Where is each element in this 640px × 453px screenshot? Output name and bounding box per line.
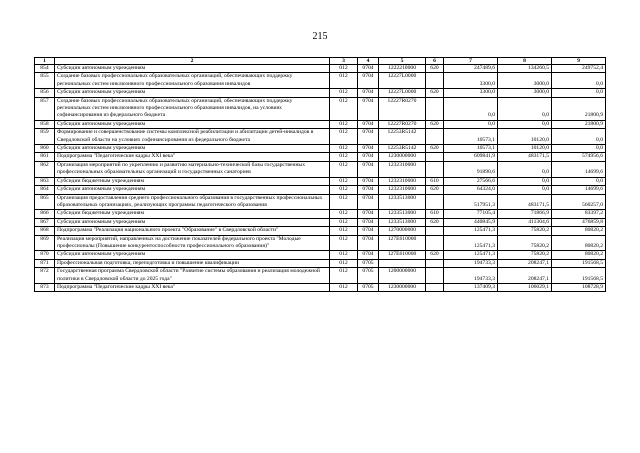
amount-year3-cell: 191568,5 xyxy=(552,268,606,284)
amount-year3-cell: 476859,8 xyxy=(552,218,606,226)
amount-year1-cell: 64324,0 xyxy=(444,186,498,194)
ministry-code-cell: 012 xyxy=(330,259,358,267)
item-name-cell: Субсидии автономным учреждениям xyxy=(55,145,330,153)
table-row xyxy=(35,153,606,161)
ministry-code-cell: 012 xyxy=(330,210,358,218)
table-row xyxy=(35,73,606,89)
amount-year3-cell: 0,0 xyxy=(552,145,606,153)
table-header-row xyxy=(35,58,606,65)
amount-year1-cell: 0,0 xyxy=(444,120,498,128)
row-number-cell: 862 xyxy=(35,161,55,177)
ministry-code-cell: 012 xyxy=(330,177,358,185)
row-number-cell: 865 xyxy=(35,194,55,210)
item-name-cell: Субсидии автономным учреждениям xyxy=(55,89,330,97)
ministry-code-cell: 012 xyxy=(330,194,358,210)
amount-year1-cell: 125471,3 xyxy=(444,251,498,259)
amount-year1-cell: 27566,6 xyxy=(444,177,498,185)
expense-type-cell: 620 xyxy=(426,251,444,259)
amount-year2-cell: 3000,0 xyxy=(498,89,552,97)
amount-year1-cell: 609841,9 xyxy=(444,153,498,161)
target-code-cell: 1222210000 xyxy=(379,65,426,73)
expense-type-cell: 610 xyxy=(426,177,444,185)
item-name-cell: Субсидии автономным учреждениям xyxy=(55,120,330,128)
column-header: 9 xyxy=(552,58,606,65)
item-name-cell: Субсидии бюджетным учреждениям xyxy=(55,210,330,218)
amount-year3-cell: 0,0 xyxy=(552,89,606,97)
section-code-cell: 0704 xyxy=(358,89,379,97)
expense-type-cell xyxy=(426,259,444,267)
amount-year2-cell: 0,0 xyxy=(498,177,552,185)
amount-year1-cell: 194733,3 xyxy=(444,268,498,284)
ministry-code-cell: 012 xyxy=(330,218,358,226)
amount-year1-cell: 91890,6 xyxy=(444,161,498,177)
item-name-cell: Организация мероприятий по укреплению и развитию материально-технической базы государственных профессиональных образовательных организаций и государственных санаториев xyxy=(55,161,330,177)
target-code-cell: 12227R0270 xyxy=(379,97,426,120)
row-number-cell: 873 xyxy=(35,283,55,291)
expense-type-cell: 620 xyxy=(426,186,444,194)
section-code-cell: 0704 xyxy=(358,251,379,259)
amount-year1-cell: 3300,0 xyxy=(444,73,498,89)
amount-year1-cell: 125471,3 xyxy=(444,235,498,251)
item-name-cell: Подпрограмма "Педагогические кадры XXI века" xyxy=(55,283,330,291)
amount-year2-cell: 0,0 xyxy=(498,120,552,128)
target-code-cell xyxy=(379,259,426,267)
row-number-cell: 869 xyxy=(35,235,55,251)
column-header: 7 xyxy=(444,58,498,65)
amount-year2-cell: 483171,5 xyxy=(498,194,552,210)
section-code-cell: 0704 xyxy=(358,65,379,73)
amount-year1-cell: 125471,3 xyxy=(444,227,498,235)
target-code-cell: 1232310000 xyxy=(379,161,426,177)
amount-year1-cell: 440845,9 xyxy=(444,218,498,226)
ministry-code-cell: 012 xyxy=(330,65,358,73)
item-name-cell: Субсидии автономным учреждениям xyxy=(55,186,330,194)
item-name-cell: Профессиональная подготовка, переподготовка и повышение квалификации xyxy=(55,259,330,267)
expense-type-cell: 620 xyxy=(426,145,444,153)
row-number-cell: 866 xyxy=(35,210,55,218)
amount-year3-cell: 560257,0 xyxy=(552,194,606,210)
amount-year1-cell: 247489,6 xyxy=(444,65,498,73)
column-header: 5 xyxy=(379,58,426,65)
table-row xyxy=(35,251,606,259)
item-name-cell: Субсидии автономным учреждениям xyxy=(55,251,330,259)
target-code-cell: 1233513000 xyxy=(379,194,426,210)
section-code-cell: 0704 xyxy=(358,210,379,218)
ministry-code-cell: 012 xyxy=(330,89,358,97)
amount-year2-cell: 208247,1 xyxy=(498,259,552,267)
amount-year1-cell: 3300,0 xyxy=(444,89,498,97)
table-row xyxy=(35,218,606,226)
row-number-cell: 855 xyxy=(35,73,55,89)
row-number-cell: 856 xyxy=(35,89,55,97)
expense-type-cell xyxy=(426,268,444,284)
table-row xyxy=(35,97,606,120)
section-code-cell: 0704 xyxy=(358,218,379,226)
item-name-cell: Создание базовых профессиональных образовательных организаций, обеспечивающих поддержку региональных систем инклюзивного профессионального образования инвалидов xyxy=(55,73,330,89)
item-name-cell: Субсидии бюджетным учреждениям xyxy=(55,177,330,185)
expense-type-cell xyxy=(426,283,444,291)
table-row xyxy=(35,161,606,177)
expense-type-cell xyxy=(426,129,444,145)
amount-year3-cell: 80820,2 xyxy=(552,227,606,235)
ministry-code-cell: 012 xyxy=(330,283,358,291)
column-header: 2 xyxy=(55,58,330,65)
section-code-cell: 0704 xyxy=(358,73,379,89)
item-name-cell: Подпрограмма "Реализация национального проекта "Образование" в Свердловской области" xyxy=(55,227,330,235)
table-row xyxy=(35,259,606,267)
amount-year2-cell: 483171,5 xyxy=(498,153,552,161)
section-code-cell: 0704 xyxy=(358,120,379,128)
table-row xyxy=(35,65,606,73)
target-code-cell: 1230000000 xyxy=(379,283,426,291)
amount-year3-cell: 0,0 xyxy=(552,177,606,185)
amount-year1-cell: 10573,1 xyxy=(444,145,498,153)
item-name-cell: Субсидии автономным учреждениям xyxy=(55,218,330,226)
ministry-code-cell: 012 xyxy=(330,145,358,153)
amount-year1-cell: 0,0 xyxy=(444,97,498,120)
amount-year2-cell: 3000,0 xyxy=(498,73,552,89)
ministry-code-cell: 012 xyxy=(330,227,358,235)
amount-year2-cell: 0,0 xyxy=(498,186,552,194)
amount-year2-cell: 75820,2 xyxy=(498,251,552,259)
row-number-cell: 861 xyxy=(35,153,55,161)
expense-type-cell: 620 xyxy=(426,65,444,73)
target-code-cell: 12253R5142 xyxy=(379,129,426,145)
target-code-cell: 1233513000 xyxy=(379,218,426,226)
amount-year3-cell: 14699,6 xyxy=(552,161,606,177)
amount-year3-cell: 191568,5 xyxy=(552,259,606,267)
row-number-cell: 858 xyxy=(35,120,55,128)
amount-year2-cell: 75820,2 xyxy=(498,235,552,251)
section-code-cell: 0704 xyxy=(358,186,379,194)
ministry-code-cell: 012 xyxy=(330,97,358,120)
row-number-cell: 863 xyxy=(35,177,55,185)
amount-year3-cell: 574956,6 xyxy=(552,153,606,161)
amount-year3-cell: 80820,2 xyxy=(552,235,606,251)
amount-year3-cell: 21800,9 xyxy=(552,120,606,128)
section-code-cell: 0705 xyxy=(358,268,379,284)
table-row xyxy=(35,227,606,235)
table-row xyxy=(35,186,606,194)
row-number-cell: 854 xyxy=(35,65,55,73)
table-row xyxy=(35,177,606,185)
item-name-cell: Государственная программа Свердловской области "Развитие системы образования и реализация молодежной политики в Свердловской области до 2025 года" xyxy=(55,268,330,284)
table-row xyxy=(35,235,606,251)
expense-type-cell: 620 xyxy=(426,89,444,97)
row-number-cell: 867 xyxy=(35,218,55,226)
expense-type-cell xyxy=(426,194,444,210)
table-row xyxy=(35,268,606,284)
amount-year1-cell: 10573,1 xyxy=(444,129,498,145)
ministry-code-cell: 012 xyxy=(330,153,358,161)
expense-type-cell xyxy=(426,97,444,120)
section-code-cell: 0705 xyxy=(358,259,379,267)
amount-year3-cell: 83397,2 xyxy=(552,210,606,218)
column-header: 4 xyxy=(358,58,379,65)
amount-year2-cell: 75820,2 xyxy=(498,227,552,235)
amount-year1-cell: 137409,3 xyxy=(444,283,498,291)
row-number-cell: 859 xyxy=(35,129,55,145)
ministry-code-cell: 012 xyxy=(330,129,358,145)
section-code-cell: 0704 xyxy=(358,194,379,210)
table-row xyxy=(35,120,606,128)
item-name-cell: Реализация мероприятий, направленных на достижение показателей федерального проекта "Молодые профессионалы (Повышение конкурентоспособности профессионального образования)" xyxy=(55,235,330,251)
row-number-cell: 868 xyxy=(35,227,55,235)
column-header: 6 xyxy=(426,58,444,65)
amount-year3-cell: 21800,9 xyxy=(552,97,606,120)
section-code-cell: 0704 xyxy=(358,235,379,251)
target-code-cell: 12253R5142 xyxy=(379,145,426,153)
row-number-cell: 864 xyxy=(35,186,55,194)
budget-table xyxy=(34,57,606,292)
target-code-cell: 127E610000 xyxy=(379,235,426,251)
amount-year3-cell: 0,0 xyxy=(552,129,606,145)
expense-type-cell: 620 xyxy=(426,218,444,226)
section-code-cell: 0704 xyxy=(358,97,379,120)
ministry-code-cell: 012 xyxy=(330,186,358,194)
target-code-cell: 12227L0000 xyxy=(379,89,426,97)
expense-type-cell xyxy=(426,235,444,251)
target-code-cell: 1270000000 xyxy=(379,227,426,235)
ministry-code-cell: 012 xyxy=(330,268,358,284)
amount-year1-cell: 77105,4 xyxy=(444,210,498,218)
amount-year3-cell: 249752,4 xyxy=(552,65,606,73)
amount-year2-cell: 10120,0 xyxy=(498,145,552,153)
target-code-cell: 1232310000 xyxy=(379,177,426,185)
ministry-code-cell: 012 xyxy=(330,120,358,128)
row-number-cell: 872 xyxy=(35,268,55,284)
table-row xyxy=(35,210,606,218)
target-code-cell: 1233513000 xyxy=(379,210,426,218)
table-row xyxy=(35,89,606,97)
column-header: 1 xyxy=(35,58,55,65)
expense-type-cell: 610 xyxy=(426,210,444,218)
expense-type-cell: 620 xyxy=(426,120,444,128)
section-code-cell: 0705 xyxy=(358,283,379,291)
target-code-cell: 127E610000 xyxy=(379,251,426,259)
target-code-cell: 1230000000 xyxy=(379,153,426,161)
expense-type-cell xyxy=(426,161,444,177)
amount-year3-cell: 80820,2 xyxy=(552,251,606,259)
column-header: 8 xyxy=(498,58,552,65)
target-code-cell: 12227R0270 xyxy=(379,120,426,128)
item-name-cell: Создание базовых профессиональных образовательных организаций, обеспечивающих поддержку региональных систем инклюзивного профессионального образования инвалидов, на условиях софинансирования из федерального бюджета xyxy=(55,97,330,120)
amount-year2-cell: 10120,0 xyxy=(498,129,552,145)
page-number: 215 xyxy=(312,31,328,42)
section-code-cell: 0704 xyxy=(358,129,379,145)
amount-year2-cell: 411304,6 xyxy=(498,218,552,226)
amount-year2-cell: 208247,1 xyxy=(498,268,552,284)
amount-year3-cell: 108728,9 xyxy=(552,283,606,291)
row-number-cell: 857 xyxy=(35,97,55,120)
column-header: 3 xyxy=(330,58,358,65)
section-code-cell: 0704 xyxy=(358,161,379,177)
amount-year2-cell: 71866,9 xyxy=(498,210,552,218)
section-code-cell: 0704 xyxy=(358,177,379,185)
ministry-code-cell: 012 xyxy=(330,251,358,259)
amount-year3-cell: 0,0 xyxy=(552,73,606,89)
section-code-cell: 0704 xyxy=(358,153,379,161)
item-name-cell: Субсидии автономным учреждениям xyxy=(55,65,330,73)
amount-year2-cell: 0,0 xyxy=(498,97,552,120)
target-code-cell: 12227L0000 xyxy=(379,73,426,89)
item-name-cell: Подпрограмма "Педагогические кадры XXI века" xyxy=(55,153,330,161)
table-row xyxy=(35,194,606,210)
section-code-cell: 0704 xyxy=(358,145,379,153)
item-name-cell: Организация предоставления среднего профессионального образования в государственных профессиональных образовательных организациях, реализующих программы педагогического образования xyxy=(55,194,330,210)
expense-type-cell xyxy=(426,73,444,89)
amount-year3-cell: 14699,6 xyxy=(552,186,606,194)
row-number-cell: 860 xyxy=(35,145,55,153)
amount-year1-cell: 517951,3 xyxy=(444,194,498,210)
row-number-cell: 871 xyxy=(35,259,55,267)
ministry-code-cell: 012 xyxy=(330,73,358,89)
target-code-cell: 1232310000 xyxy=(379,186,426,194)
table-row xyxy=(35,145,606,153)
ministry-code-cell: 012 xyxy=(330,235,358,251)
amount-year2-cell: 134260,5 xyxy=(498,65,552,73)
row-number-cell: 870 xyxy=(35,251,55,259)
table-row xyxy=(35,283,606,291)
expense-type-cell xyxy=(426,153,444,161)
table-row xyxy=(35,129,606,145)
expense-type-cell xyxy=(426,227,444,235)
target-code-cell: 1200000000 xyxy=(379,268,426,284)
amount-year2-cell: 0,0 xyxy=(498,161,552,177)
item-name-cell: Формирование и совершенствование системы комплексной реабилитации и абилитации детей-инвалидов в Свердловской области на условиях софинансирования из федерального бюджета xyxy=(55,129,330,145)
section-code-cell: 0704 xyxy=(358,227,379,235)
ministry-code-cell: 012 xyxy=(330,161,358,177)
amount-year2-cell: 106029,1 xyxy=(498,283,552,291)
amount-year1-cell: 194733,3 xyxy=(444,259,498,267)
